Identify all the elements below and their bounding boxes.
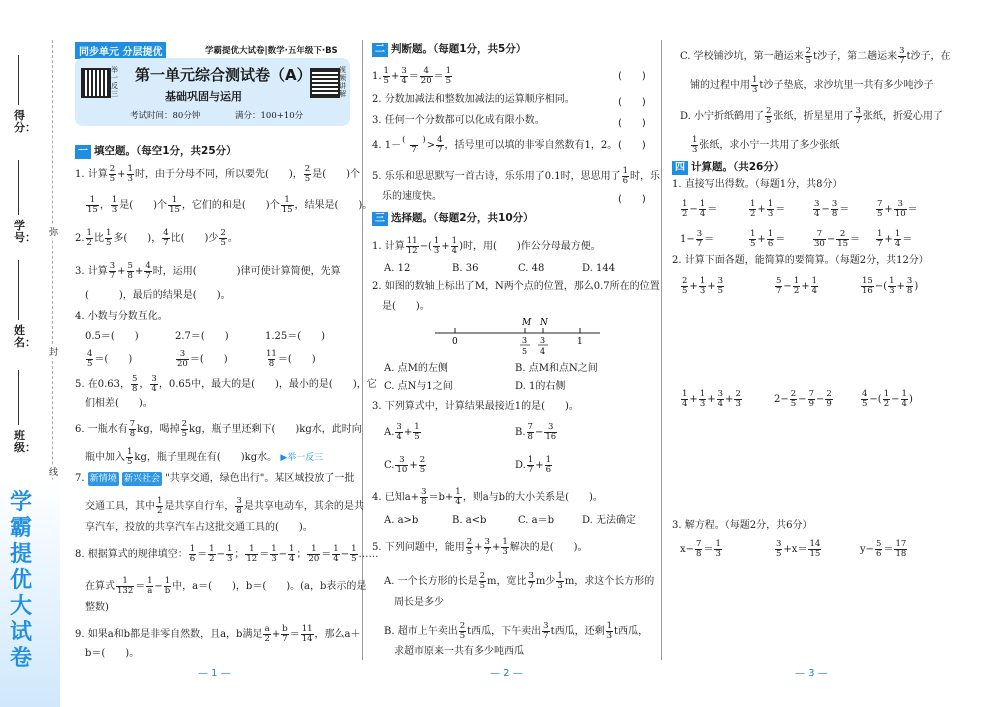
section-choice: 三 选择题。（每题2分，共10分）: [372, 211, 534, 226]
number-line: [430, 315, 605, 360]
student-id-label: 学号：: [14, 219, 36, 244]
q3-line1: 3. 计算 $\frac{3}{7}$ + $\frac{5}{8}$ + $\frac{4}{7}$ 时，运用( )律可使计算简便，先算: [75, 261, 341, 281]
q5-line1: 5. 在0.63， $\frac{5}{8}$ ， $\frac{3}{4}$ ，0.65中，最大的是( )，最小的是( )，它: [75, 374, 377, 394]
q4-title: 4. 小数与分数互化。: [75, 311, 168, 322]
mc-3: 3. 下列算式中，计算结果最接近1的是( )。: [372, 401, 579, 412]
exam-score: 满分：100+10分: [235, 111, 304, 121]
page-number-2: — 2 —: [490, 668, 523, 679]
svg-text:5: 5: [522, 347, 528, 356]
exam-time: 考试时间：80分钟: [130, 111, 201, 121]
tf-3: 3. 任何一个分数都可以化成有限小数。: [372, 115, 545, 126]
mc-1: 1. 计算 $\frac{11}{12}$ −( $\frac{1}{3}$ + $\frac{1}{4}$ )时，用( )作公分母最方便。: [372, 236, 601, 256]
section-fill-blank: 一 填空题。（每空1分，共25分）: [75, 144, 237, 159]
example-link[interactable]: ▶举一反三: [280, 453, 324, 463]
svg-text:1: 1: [577, 337, 583, 347]
tf-2: 2. 分数加减法和整数加减法的运算顺序相同。: [372, 94, 575, 105]
q7-line1: 7. 新情境 新兴社会 "共享交通，绿色出行"。某区域投放了一批: [75, 473, 355, 484]
mc-5: 5. 下列问题中，能用 $\frac{2}{5}$ + $\frac{3}{7}$ + $\frac{1}{3}$ 解决的是( )。: [372, 537, 588, 557]
unit-badge: 同步单元 分层提优: [75, 42, 166, 59]
svg-text:3: 3: [522, 336, 528, 345]
q6-line2: 瓶中加入 $\frac{1}{5}$ kg，瓶子里现在有( )kg水。 ▶举一反三: [85, 447, 324, 467]
q2: 2. $\frac{1}{2}$ 比 $\frac{1}{5}$ 多( )， $\frac{4}{7}$ 比( )少 $\frac{2}{5}$ 。: [75, 228, 238, 248]
svg-text:M: M: [522, 318, 532, 328]
class-label: 班级：: [14, 429, 36, 454]
qr-code-left: [81, 68, 111, 98]
series-label: 学霸提优大试卷|数学·五年级下·BS: [205, 46, 338, 56]
tf-4: 4. 1－ $\frac{( )}{7}$ > $\frac{4}{7}$ ，括号里可以填的非零自然数有1，2。: [372, 135, 618, 155]
mc-4: 4. 已知a+ $\frac{3}{8}$ ＝b+ $\frac{1}{4}$ ，则a与b的大小关系是( )。: [372, 487, 603, 507]
header-banner: 举一反三 视频讲解 第一单元综合测试卷（A） 基础巩固与运用 考试时间：80分钟 满分：100+10分: [75, 58, 350, 126]
q7-line2: 交通工具，其中 $\frac{1}{2}$ 是共享自行车， $\frac{3}{8}$ 是共享电动车，其余的是共: [85, 496, 364, 516]
q8-line1: 8. 根据算式的规律填空： $\frac{1}{6}$ ＝ $\frac{1}{2}$ − $\frac{1}{3}$ ； $\frac{1}{12}$ ＝ $\frac{1}{3}$ − $\frac{1}{4}$ ； $\frac{1}{20}$ ＝ $\frac{1}{4}$ − $\frac{1}{5}$ ……: [75, 544, 379, 564]
page-3: C. 学校铺沙坑，第一趟运来 $\frac{2}{5}$ t沙子，第二趟运来 $\frac{3}{7}$ t沙子，在 铺的过程中用 $\frac{1}{3}$ t沙子垫底，求沙坑里一共有多少吨沙子 D. 小宁折纸鹤用了 $\frac{2}{5}$ 张纸，折星星用了 $\frac{3}{7}$ 张纸，折爱心用了 $\frac{1}{3}$ 张纸，求小宁一共用了多少张纸 四 计算题。（共26分） 1. 直接写出得数。（每题1分，共8分） $\frac{1}{2}$ − $\frac{1}{4}$ ＝ $\frac{1}{2}$ + $\frac{1}{3}$ ＝ $\frac{3}{4}$ − $\frac{3}{8}$ ＝ $\frac{7}{5}$ + $\frac{3}{10}$ ＝ 1− $\frac{3}{7}$ ＝ $\frac{1}{5}$ + $\frac{1}{6}$ ＝ $\frac{7}{30}$ − $\frac{2}{15}$ ＝ $\frac{1}{7}$ + $\frac{1}{4}$ ＝ 2. 计算下面各题，能简算的要简算。（每题2分，共12分） $\frac{2}{5}$ + $\frac{1}{3}$ + $\frac{3}{5}$ $\frac{5}{7}$ − $\frac{1}{2}$ + $\frac{1}{4}$ $\frac{15}{16}$ −( $\frac{1}{3}$ + $\frac{3}{8}$ ) $\frac{1}{4}$ + $\frac{1}{3}$ + $\frac{3}{4}$ + $\frac{2}{3}$ 2− $\frac{2}{5}$ − $\frac{7}{9}$ − $\frac{2}{9}$ $\frac{4}{5}$ −( $\frac{1}{2}$ − $\frac{1}{4}$ ) 3. 解方程。（每题2分，共6分） x− $\frac{7}{8}$ ＝ $\frac{1}{3}$ $\frac{3}{5}$ +x＝ $\frac{14}{15}$ y− $\frac{5}{6}$ ＝ $\frac{17}{18}$ — 3 —: [672, 46, 951, 679]
svg-text:4: 4: [540, 347, 546, 356]
svg-text:N: N: [540, 318, 548, 328]
svg-text:0: 0: [452, 337, 458, 347]
q1-line1: 1. 计算 $\frac{2}{5}$ + $\frac{1}{3}$ 时，由于分母不同，所以要先( )， $\frac{2}{5}$ 是( )个: [75, 164, 361, 184]
page-2: 二 判断题。（每题1分，共5分） 1. $\frac{1}{5}$ + $\frac{3}{4}$ ＝ $\frac{4}{20}$ ＝ $\frac{1}{5}$ ( ) 2. 分数加减法和整数加减法的运算顺序相同。 ( ) 3. 任何一个分数都可以化成有限小数。 ( ) 4. 1－ $\frac{( )}{7}$ > $\frac{4}{7}$ ，括号里可以填的非零自然数有1，2。 ( ) 5. 乐乐和思思默写一首古诗，乐乐用了0.1时，思思用了 $\frac{1}{6}$ 时，乐 乐的速度快。 ( ) 三 选择题。（每题2分，共10分） 1. 计算 $\frac{11}{12}$ −( $\frac{1}{3}$ + $\frac{1}{4}$ )时，用( )作公分母最方便。 A. 12 B. 36 C. 48 D. 144 2. 如图的数轴上标出了M，N两个点的位置，那么0.7所在的位置 是( )。 M N 0 1 3 5 3 4 A. 点M的左侧 B. 点M和点N之间 C. 点N与1之间 D. 1的右侧 3. 下列算式中，计算结果最接近1的是( )。 A. $\frac{3}{4}$ + $\frac{1}{5}$ B. $\frac{7}{8}$ − $\frac{3}{16}$ C. $\frac{3}{10}$ + $\frac{2}{5}$ D. $\frac{1}{7}$ + $\frac{1}{6}$ 4. 已知a+ $\frac{3}{8}$ ＝b+ $\frac{1}{4}$ ，则a与b的大小关系是( )。 A. a>b B. a<b C. a＝b D. 无法确定 5. 下列问题中，能用 $\frac{2}{5}$ + $\frac{3}{7}$ + $\frac{1}{3}$ 解决的是( )。 A. 一个长方形的长是 $\frac{2}{5}$ m，宽比 $\frac{3}{7}$ m少 $\frac{1}{3}$ m，求这个长方形的 周长是多少 B. 超市上午卖出 $\frac{2}{5}$ t西瓜，下午卖出 $\frac{3}{7}$ t西瓜，还剩 $\frac{1}{3}$ t西瓜， 求超市原来一共有多少吨西瓜 — 2 —: [372, 43, 661, 679]
q3-line2: ( )，最后的结果是( )。: [85, 290, 231, 301]
exam-subtitle: 基础巩固与运用: [165, 90, 242, 103]
page-number-3: — 3 —: [795, 668, 828, 679]
page-1: 同步单元 分层提优 学霸提优大试卷|数学·五年级下·BS 举一反三 视频讲解 第一单元综合测试卷（A） 基础巩固与运用 考试时间：80分钟 满分：100+10分 一 填空题。（每空1分，共25分） 1. 计算 $\frac{2}{5}$ + $\frac{1}{3}$ 时，由于分母不同，所以要先( )， $\frac{2}{5}$ 是( )个 $\frac{1}{15}$ ， $\frac{1}{3}$ 是( )个 $\frac{1}{15}$ ，它们的和是( )个 $\frac{1}{15}$ ，结果是( )。 2. $\frac{1}{2}$ 比 $\frac{1}{5}$ 多( )， $\frac{4}{7}$ 比( )少 $\frac{2}{5}$ 。 3. 计算 $\frac{3}{7}$ + $\frac{5}{8}$ + $\frac{4}{7}$ 时，运用( )律可使计算简便，先算 ( )，最后的结果是( )。 4. 小数与分数互化。 0.5＝( ) 2.7＝( ) 1.25＝( ) $\frac{4}{5}$ ＝( ) $\frac{3}{20}$ ＝( ) $\frac{11}{8}$ ＝( ) 5. 在0.63， $\frac{5}{8}$ ， $\frac{3}{4}$ ，0.65中，最大的是( )，最小的是( )，它 们相差( )。 6. 一瓶水有 $\frac{7}{8}$ kg，喝掉 $\frac{2}{5}$ kg，瓶子里还剩下( )kg水，此时向 瓶中加入 $\frac{1}{5}$ kg，瓶子里现在有( )kg水。 ▶举一反三 7. 新情境 新兴社会 "共享交通，绿色出行"。某区域投放了一批 交通工具，其中 $\frac{1}{2}$ 是共享自行车， $\frac{3}{8}$ 是共享电动车，其余的是共 享汽车，投放的共享汽车占这批交通工具的( )。 8. 根据算式的规律填空： $\frac{1}{6}$ ＝ $\frac{1}{2}$ − $\frac{1}{3}$ ； $\frac{1}{12}$ ＝ $\frac{1}{3}$ − $\frac{1}{4}$ ； $\frac{1}{20}$ ＝ $\frac{1}{4}$ − $\frac{1}{5}$ …… 在算式 $\frac{1}{132}$ ＝ $\frac{1}{a}$ − $\frac{1}{b}$ 中，a＝( )，b＝( )。(a，b表示的是 整数) 9. 如果a和b都是非零自然数，且a，b满足 $\frac{a}{2}$ + $\frac{b}{7}$ ＝ $\frac{11}{14}$ ，那么a＋ b＝( )。 — 1 —: [70, 0, 355, 707]
name-label: 姓名：: [14, 324, 36, 349]
section-true-false: 二 判断题。（每题1分，共5分）: [372, 42, 526, 57]
q1-line2: $\frac{1}{15}$ ， $\frac{1}{3}$ 是( )个 $\frac{1}{15}$ ，它们的和是( )个 $\frac{1}{15}$ ，结果是( )。: [87, 195, 373, 215]
tf-1-answer[interactable]: ( ): [618, 71, 646, 82]
section-calc: 四 计算题。（共26分）: [672, 160, 784, 175]
q6-line1: 6. 一瓶水有 $\frac{7}{8}$ kg，喝掉 $\frac{2}{5}$ kg，瓶子里还剩下( )kg水，此时向: [75, 419, 362, 439]
binding-sidebar: 得分： 学号： 姓名： 班级： 弥 封 线 学霸提优大试卷: [0, 0, 60, 707]
svg-text:3: 3: [540, 336, 546, 345]
tf-5-line1: 5. 乐乐和思思默写一首古诗，乐乐用了0.1时，思思用了 $\frac{1}{6}$ 时，乐: [372, 166, 661, 186]
mc-2: 2. 如图的数轴上标出了M，N两个点的位置，那么0.7所在的位置: [372, 281, 660, 292]
q9-line1: 9. 如果a和b都是非零自然数，且a，b满足 $\frac{a}{2}$ + $\frac{b}{7}$ ＝ $\frac{11}{14}$ ，那么a＋: [75, 624, 361, 644]
tf-1: 1. $\frac{1}{5}$ + $\frac{3}{4}$ ＝ $\frac{4}{20}$ ＝ $\frac{1}{5}$: [372, 66, 452, 86]
page-number-1: — 1 —: [198, 668, 231, 679]
brand-logo: 学霸提优大试卷: [10, 490, 33, 671]
exam-title: 第一单元综合测试卷（A）: [135, 66, 312, 84]
qr-code-right: [310, 68, 340, 98]
q8-line2: 在算式 $\frac{1}{132}$ ＝ $\frac{1}{a}$ − $\frac{1}{b}$ 中，a＝( )，b＝( )。(a，b表示的是: [85, 576, 367, 596]
score-label: 得分：: [14, 109, 36, 134]
